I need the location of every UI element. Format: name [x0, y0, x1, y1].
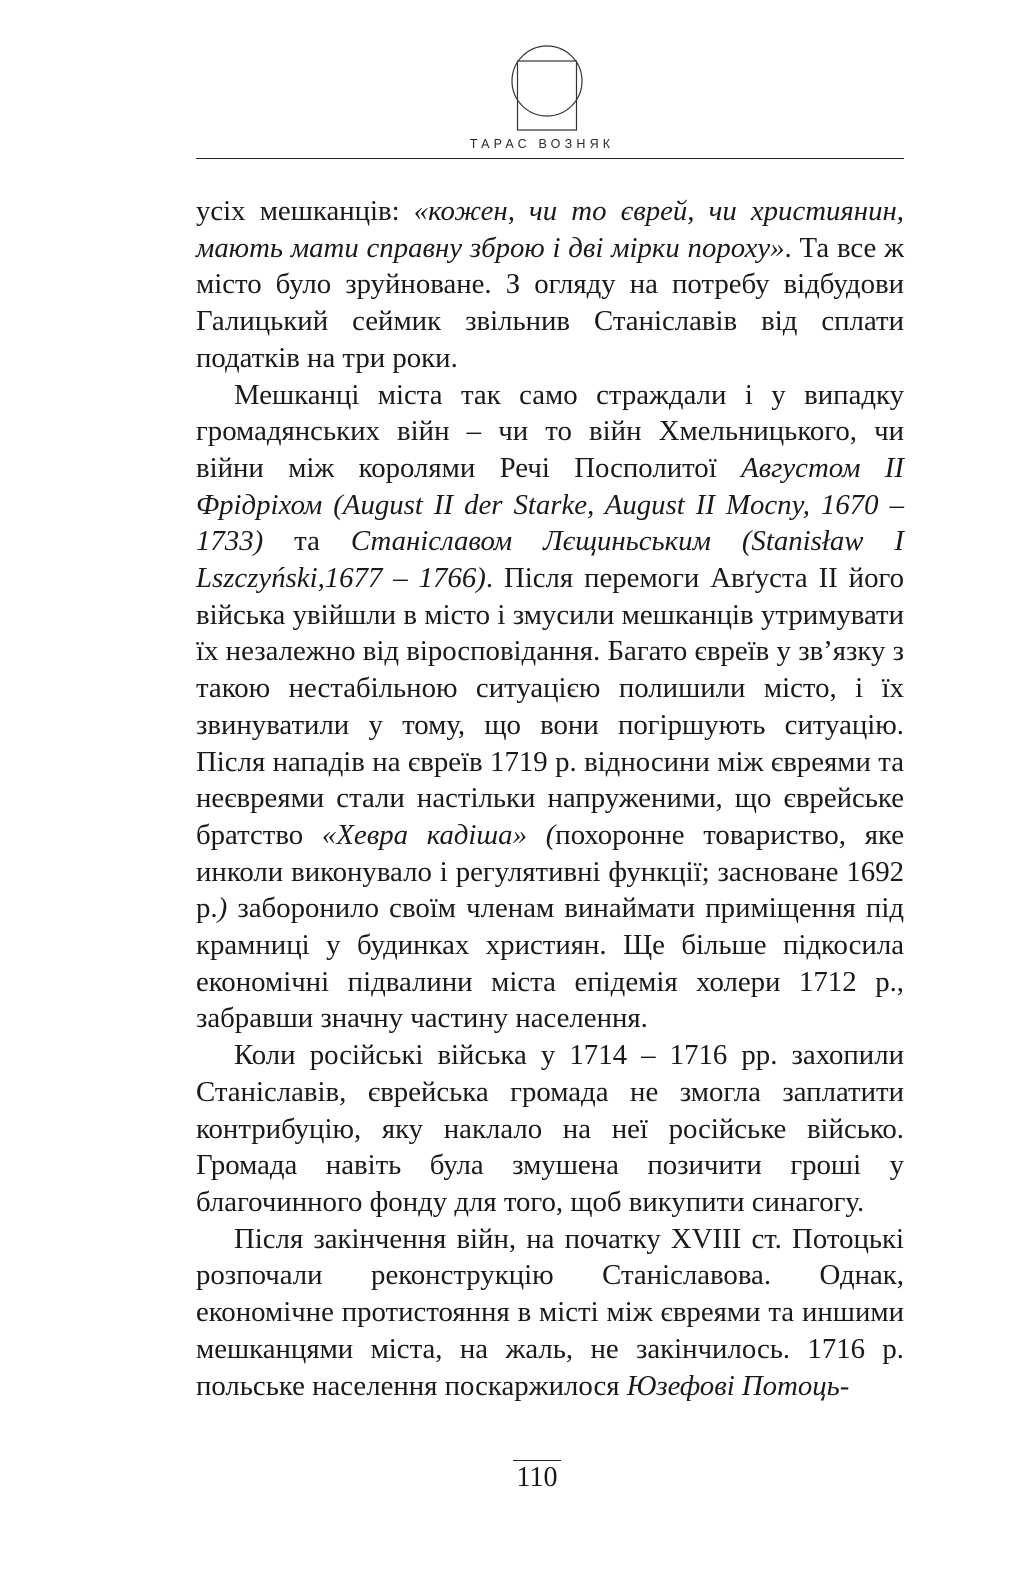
italic-name: «Хевра кадіша» ( [321, 818, 556, 851]
text-span: Мешканці міста так само страждали і у випадку громадянських війн – чи то війн Хмельницького, чи війни між королями Речі Посполитої [196, 378, 904, 484]
italic-name: Августом II Фрідріхом (August II der Starke, August II Mocny, 1670 – 1733) [196, 451, 904, 558]
page-number-container [0, 1460, 1024, 1495]
paragraph [196, 1221, 904, 1405]
page-number: 110 [513, 1460, 562, 1495]
italic-name: Юзефові Потоць- [626, 1369, 850, 1402]
text-span: усіх мешканців: [196, 195, 414, 227]
paragraph [196, 377, 904, 1038]
text-span: . Після перемоги Авґуста II його війська увійшли в місто і змусили мешканців утримувати їх незалежно від віросповідання. Багато євреїв у зв’язку з такою нестабільною ситуацією полишили місто, і їх звинуватили у тому, що вони погіршують ситуацію. Після нападів на євреїв 1719 р. відносини між євреями та неєвреями стали настільки напруженими, що єврейське братство [196, 562, 904, 851]
book-logo-icon [511, 44, 583, 132]
text-span: заборонило своїм членам винаймати приміщення під крамниці у будинках християн. Ще більше підкосила економічні підвалини міста епідемія холери 1712 р., забравши значну частину населення. [196, 892, 904, 1035]
text-span: Коли російські війська у 1714 – 1716 рр. захопили Станіславів, єврейська громада не змогла заплатити контрибуцію, яку наклало на неї російське військо. Громада навіть була змушена позичити гроші у благочинного фонду для того, щоб викупити синагогу. [196, 1039, 904, 1218]
text-span: Після закінчення війн, на початку XVIII ст. Потоцькі розпочали реконструкцію Станіславова. Однак, економічне протистояння в місті між євреями та иншими мешканцями міста, на жаль, не закінчилось. 1716 р. польське населення поскаржилося [196, 1222, 904, 1402]
text-span: та [263, 525, 351, 558]
header-rule [196, 158, 904, 159]
italic-quote: «кожен, чи то єврей, чи християнин, мають мати справну зброю і дві мірки пороху» [196, 195, 904, 264]
italic-paren: ) [217, 892, 228, 925]
text-span: . Та все ж місто було зруйноване. З огляду на потребу відбудови Галицький сеймик звільнив Станіславів від сплати податків на три роки. [196, 231, 904, 374]
italic-name: Станіславом Лєщиньським (Stanisław I Lszczyński,1677 – 1766) [196, 525, 904, 595]
paragraph [196, 1037, 904, 1221]
paragraph [196, 193, 904, 377]
text-span: похоронне товариство, яке инколи виконувало і регулятивні функції; засноване 1692 р. [196, 818, 905, 925]
body-text [196, 193, 904, 1404]
running-header-author: ТАРАС ВОЗНЯК [469, 137, 615, 151]
